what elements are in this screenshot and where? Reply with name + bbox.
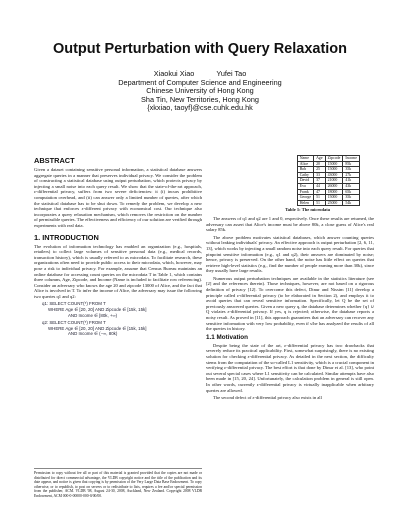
table-cell: 43k [343,183,360,189]
table-cell: 33 [314,172,325,178]
table-cell: 15000 [325,195,343,201]
query-line: WHERE Age ∈ [20, 20] AND Zipcode ∈ [15k, 15k] [48,307,147,313]
table-row [297,178,359,184]
table-cell: 37 [314,178,325,184]
body-paragraph: Numerous output perturbation techniques are available in the statistics literature (see [2] and the references therein). Those techniques, however, are not based on a rigorous definition of privacy [12]. To overcome this defect, Dinur and Nissim [11] develop a principle called ε-differential privacy (to be elaborated in Section 2), and employs it to avoid queries that can reveal sensitive information. Specifically, let Q be the set of previously answered queries. Given a new query q, the database determines whether {q} ∪ Q violates ε-differential privacy. If yes, q is rejected; otherwise, the database reports a noisy result. As proved in [11], this approach guarantees that an adversary can recover any sensitive information with very low probability, even if s/he has analyzed the results of all the queries in history. [206,275,374,332]
query-line: AND Income ∈ [80k, +∞) [68,312,118,318]
author-name: Yufei Tao [216,69,247,78]
paper-title: Output Perturbation with Query Relaxation [52,41,348,57]
table-cell: 27k [343,172,360,178]
query-line: q1: SELECT COUNT(*) FROM T [42,301,106,307]
right-column [206,155,374,403]
table-cell: Cathy [297,172,313,178]
intro-heading: 1. INTRODUCTION [34,232,99,242]
table-cell: 43000 [325,172,343,178]
author-name: Xiaokui Xiao [153,69,195,78]
table-cell: 41k [343,178,360,184]
body-paragraph: The answers of q1 and q2 are 1 and 0, respectively. Once these results are returned, the adversary can assert that Alice's income must be above 80k, a close guess of Alice's real salary 85k. [206,215,374,233]
table-cell: 35k [343,167,360,173]
affiliation-line: Chinese University of Hong Kong [146,86,254,96]
table-header-cell: Income [343,156,360,162]
table-row [297,200,359,206]
motivation-heading: 1.1 Motivation [206,333,248,341]
table-cell: David [297,178,313,184]
query-q2 [42,320,202,337]
table-cell: Frank [297,189,313,195]
table-cell: Eva [297,183,313,189]
table-cell: 20 [314,161,325,167]
query-q1 [42,301,202,318]
table-row [297,195,359,201]
table-cell: 85k [343,161,360,167]
query-line: WHERE Age ∈ [20, 20] AND Zipcode ∈ [15k, 15k] [48,325,147,331]
table-row [297,189,359,195]
body-paragraph: The above problem motivates statistical databases, which answer counting queries without leaking individuals' privacy. An effective approach is output perturbation [2, 6, 11, 13], which works by injecting a small random noise into each query result. For queries that pinpoint sensitive information (e.g., q1 and q2), their answers are dominated by noise; hence, privacy is preserved. On the other hand, the noise has little effect on queries that retrieve high-level statistics (e.g., find the number of people earning more than 30k), since they usually have large results. [206,234,374,274]
table-cell: 65k [343,189,360,195]
table-cell: Helen [297,200,313,206]
table-header-row [297,156,359,162]
table-row [297,172,359,178]
table-cell: 47 [314,189,325,195]
author-email: {xkxiao, taoyf}@cse.cuhk.edu.hk [147,103,253,113]
table-caption: Table 1: The microdata [285,207,330,213]
table-header-cell: Age [314,156,325,162]
table-1 [206,155,374,213]
affiliation-line: Department of Computer Science and Engineering [118,77,282,87]
table-cell: 18000 [325,189,343,195]
query-line: AND Income ∈ (−∞, 80k) [68,331,118,337]
author-block [0,70,400,113]
table-cell: 44 [314,183,325,189]
copyright-footnote: Permission to copy without fee all or part of this material is granted provided that the copies are not made or distributed for direct commercial advantage, the VLDB copyright notice and the title of the publication and its date appear, and notice is given that copying is by permission of the Very Large Data Base Endowment. To copy otherwise, or to republish, to post on servers or to redistribute to lists, requires a fee and/or special permission from the publisher, ACM. VLDB '08, August 24-30, 2008, Auckland, New Zealand. Copyright 2008 VLDB Endowment, ACM 000-0-00000-000-0/00/00. [34,468,202,498]
intro-paragraph: The evolution of information technology has enabled an organization (e.g., hospitals, retailers) to collect large volumes of sensitive personal data (e.g., medical records, transaction history), which is usually referred to as microdata. To facilitate research, these organizations often need to provide public access to their microdata, which, however, may pose a risk to individual privacy. For example, assume that Census Bureau maintains an online database for accessing count queries on the microdata T in Table 1, which contains three columns, Age, Zipcode, and Income (Name is included to facilitate row referencing). Consider an adversary who knows the age 20 and zipcode 13000 of Alice, and the fact that Alice is involved in T. To infer the income of Alice, the adversary may issue the following two queries q1 and q2: [34,243,202,299]
table-row [297,161,359,167]
table-cell: Alice [297,161,313,167]
table-cell: 26000 [325,183,343,189]
table-cell: 15000 [325,167,343,173]
table-cell: 35k [343,195,360,201]
table-cell: 51 [314,200,325,206]
table-cell: 25 [314,167,325,173]
table-cell: George [297,195,313,201]
table-cell: 54k [343,200,360,206]
table-cell: 15000 [325,161,343,167]
table-cell: 21000 [325,178,343,184]
table-header-cell: Zipcode [325,156,343,162]
query-line: q2: SELECT COUNT(*) FROM T [42,320,106,326]
affiliation-line: Sha Tin, New Territories, Hong Kong [141,94,259,104]
left-column [34,155,202,339]
table-header-cell: Name [297,156,313,162]
table-cell: 25000 [325,200,343,206]
microdata-table [297,155,360,206]
body-paragraph: Despite being the state of the art, ε-differential privacy has two drawbacks that severely reduce its practical applicability. First, somewhat surprisingly, there is no existing solution for checking ε-differential privacy. As detailed in the next section, the difficulty stems from the computation of the so-called L1 sensitivity, which is a crucial component in verifying ε-differential privacy. The best effort is that done by Dinur et al. [13], who point out several special cases where L1 sensitivity can be calculated. Similar attempts have also been made in [15, 20, 24]. Unfortunately, the calculation problem in general is still open. In other words, currently ε-differential privacy is virtually inapplicable when arbitrary queries are allowed. [206,342,374,393]
abstract-heading: ABSTRACT [34,156,75,165]
body-paragraph: The second defect of ε-differential privacy also exists in all [213,395,322,401]
table-cell: Bob [297,167,313,173]
table-cell: 51 [314,195,325,201]
abstract-text: Given a dataset containing sensitive personal information, a statistical database answers aggregate queries in a manner that preserves individual privacy. We consider the problem of constructing a statistical database using output perturbation, which protects privacy by injecting a small noise into each query result. We show that the state-of-the-art approach, ε-differential privacy, suffers from two severe deficiencies: it (i) incurs prohibitive computation overhead, and (ii) can answer only a limited number of queries, after which the statistical database has to be shut down. To remedy the problem, we develop a new technique that enforces ε-different privacy with economical cost. Our technique also incorporates a query relaxation mechanism, which removes the restriction on the number of permissible queries. The effectiveness and efficiency of our solution are verified through experiments with real data. [34,167,202,228]
